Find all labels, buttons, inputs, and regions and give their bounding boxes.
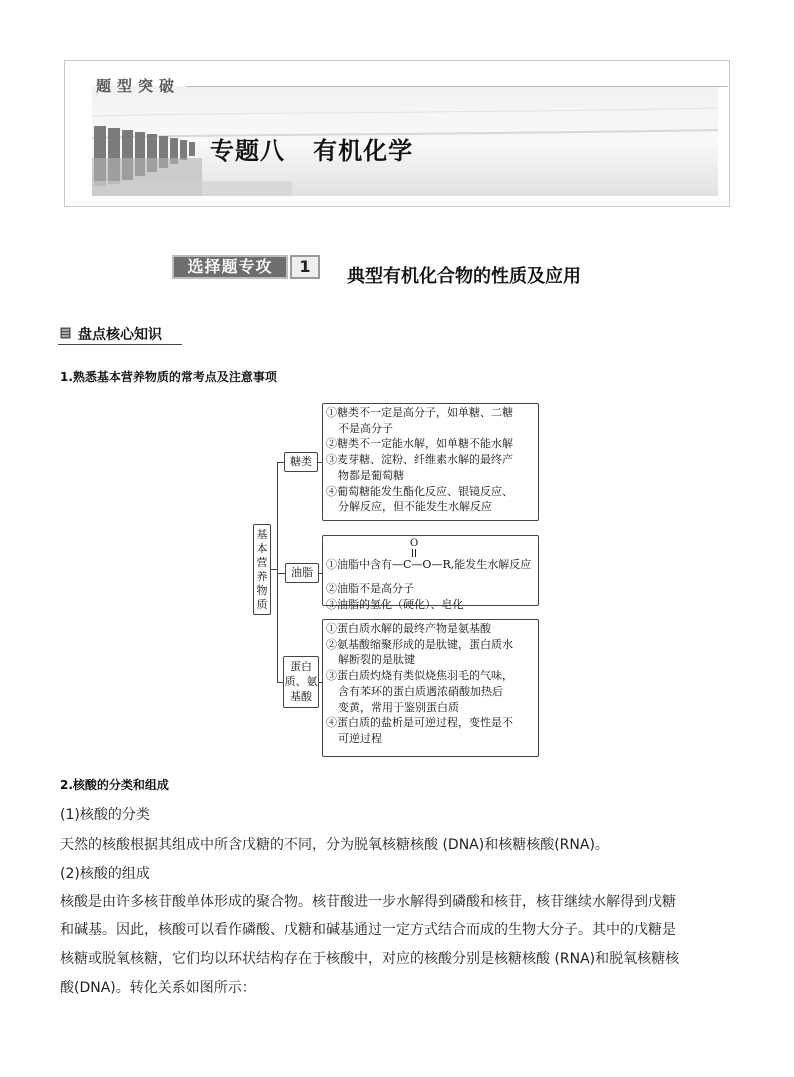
detail-line: ④蛋白质的盐析是可逆过程，变性是不 xyxy=(326,716,513,730)
detail-line: ②糖类不一定能水解，如单糖不能水解 xyxy=(326,437,513,451)
book-icon xyxy=(60,327,71,339)
paragraph-line: 核酸是由许多核苷酸单体形成的聚合物。核苷酸进一步水解得到磷酸和核苷，核苷继续水解得到戊糖 xyxy=(60,894,676,910)
banner-divider xyxy=(186,86,728,87)
detail-line: 物都是葡萄糖 xyxy=(338,468,404,482)
sugar-details xyxy=(322,403,539,521)
fat-line-1-prefix: ①油脂中含有— xyxy=(326,558,403,571)
carbonyl-double-bond xyxy=(415,549,416,557)
ester-formula xyxy=(326,537,535,581)
fat-line-1-carbon: C xyxy=(403,558,412,571)
badge-number: 1 xyxy=(290,255,320,279)
connector xyxy=(277,573,285,574)
chapter-title: 专题八 有机化学 xyxy=(210,137,414,165)
category-protein-line: 质、氨 xyxy=(284,675,318,688)
subheading-composition: (2)核酸的组成 xyxy=(60,866,150,882)
paragraph-line: 天然的核酸根据其组成中所含戊糖的不同，分为脱氧核糖核酸 (DNA)和核糖核酸(RNA)。 xyxy=(60,837,609,853)
detail-line: ③麦芽糖、淀粉、纤维素水解的最终产 xyxy=(326,453,513,467)
detail-line: 含有苯环的蛋白质遇浓硝酸加热后 xyxy=(338,684,503,698)
detail-line: 解断裂的是肽键 xyxy=(338,653,415,667)
paragraph-line: 酸(DNA)。转化关系如图所示： xyxy=(60,980,256,996)
category-fat: 油脂 xyxy=(285,563,319,583)
detail-line: ①糖类不一定是高分子，如单糖、二糖 xyxy=(326,406,513,419)
category-protein-line: 蛋白 xyxy=(290,660,312,673)
detail-line: 变黄，常用于鉴别蛋白质 xyxy=(338,700,459,714)
heading-1: 1.熟悉基本营养物质的常考点及注意事项 xyxy=(60,370,277,384)
diagram-root xyxy=(253,524,271,615)
root-char: 本 xyxy=(256,542,268,555)
category-sugar: 糖类 xyxy=(284,452,318,472)
key-points-title: 盘点核心知识 xyxy=(78,327,162,343)
carbonyl-double-bond xyxy=(412,549,413,557)
detail-line: ④葡萄糖能发生酯化反应、银镜反应、 xyxy=(326,484,513,498)
paragraph-line: 核糖或脱氧核糖，它们均以环状结构存在于核酸中，对应的核酸分别是核糖核酸 (RNA)和脱氧核糖核 xyxy=(60,951,680,967)
root-char: 基 xyxy=(256,528,268,541)
root-char: 物 xyxy=(256,584,268,597)
paragraph-line: 和碱基。因此，核酸可以看作磷酸、戊糖和碱基通过一定方式结合而成的生物大分子。其中的戊糖是 xyxy=(60,922,676,938)
detail-line: 分解反应，但不能发生水解反应 xyxy=(338,500,492,514)
section-badge xyxy=(172,255,320,279)
fat-details xyxy=(322,535,539,611)
detail-line: 可逆过程 xyxy=(338,731,382,745)
protein-details xyxy=(322,619,539,757)
category-protein-line: 基酸 xyxy=(290,690,312,703)
carbonyl-oxygen: O xyxy=(410,538,419,549)
root-char: 营 xyxy=(256,556,268,569)
fat-line-1 xyxy=(326,557,531,573)
fat-line-1-suffix: —O—R,能发生水解反应 xyxy=(411,558,532,571)
root-char: 质 xyxy=(256,598,268,611)
heading-2: 2.核酸的分类和组成 xyxy=(60,778,169,792)
key-points-underline xyxy=(58,344,182,345)
detail-line: 不是高分子 xyxy=(338,421,393,435)
detail-line: ②油脂不是高分子 xyxy=(326,582,414,595)
subheading-classification: (1)核酸的分类 xyxy=(60,807,150,823)
badge-text: 选择题专攻 xyxy=(172,255,288,279)
detail-line: ③油脂的氢化（硬化）、皂化 xyxy=(326,597,464,611)
root-char: 养 xyxy=(256,570,268,583)
category-protein xyxy=(283,656,319,708)
detail-line: ②氨基酸缩聚形成的是肽键，蛋白质水 xyxy=(326,637,513,651)
connector xyxy=(277,462,284,463)
banner-label: 题型突破 xyxy=(96,77,181,95)
detail-line: ③蛋白质灼烧有类似烧焦羽毛的气味， xyxy=(326,669,513,683)
detail-line: ①蛋白质水解的最终产物是氨基酸 xyxy=(326,622,491,635)
section-title: 典型有机化合物的性质及应用 xyxy=(347,266,581,287)
